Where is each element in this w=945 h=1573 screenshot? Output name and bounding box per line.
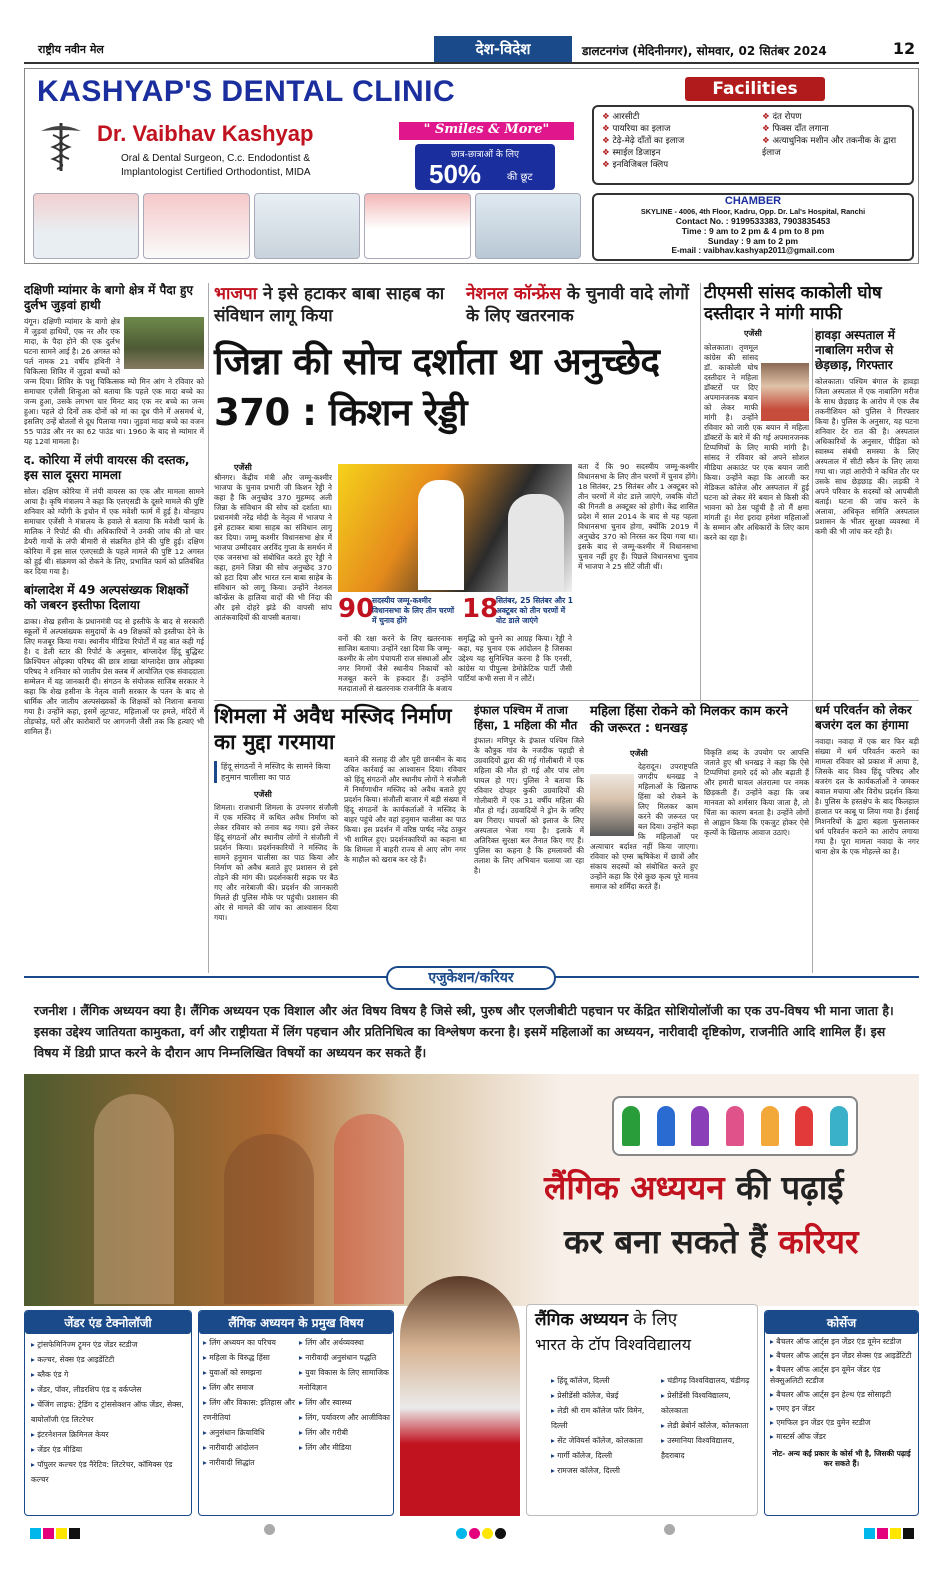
agency-credit: एजेंसी [254,790,272,799]
banner-headline-2 [564,1220,924,1264]
facility-item: ❖ दंत रोपण [762,111,912,123]
facility-item: ❖ टेढ़े-मेढ़े दाँतों का इलाज [602,135,684,147]
facility-item: ❖ पायरिया का इलाज [602,123,684,135]
caduceus-icon [35,119,87,173]
banner-highlight: करियर [778,1222,859,1261]
article-dhankhar: देहरादून। उपराष्ट्रपति जगदीप धनखड़ ने महिलाओं के खिलाफ हिंसा को रोकने के लिए मिलकर काम करने की जरूरत पर बल दिया। उन्होंने कहा कि महिलाओं पर अत्याचार बर्दाश्त नहीं किया जाएगा। रविवार को एम्स ऋषिकेश में छात्रों और संकाय सदस्यों को संबोधित करते हुए उन्होंने कहा कि ऐसे कुछ कृत्य पूरे मानव समाज को शर्मिंदा करते हैं। [590,762,698,891]
clinic-name: KASHYAP'S DENTAL CLINIC [37,75,456,108]
list-item: ▸ मास्टर्स ऑफ जेंडर [770,1431,913,1442]
box-title: जेंडर एंड टेक्नोलॉजी [25,1311,191,1334]
main-article-continued: वनों की रक्षा करने के लिए खतरनाक साजिश बताया। उन्होंने रक्षा दिया कि जम्मू-कश्मीर के लोग पंचायती राज संस्थाओं और नगर निगमों जैसे स्थानीय निकायों को मजबूत करने के हकदार हैं। उन्होंने मतदाताओं से खतरनाक राजनीति के बजाय समृद्धि को चुनने का आग्रह किया। रेड्डी ने कहा, यह चुनाव एक आंदोलन है जिसका उद्देश्य यह सुनिश्चित करना है कि एनसी, कांग्रेस या पीपुल्स डेमोक्रेटिक पार्टी जैसी पार्टियां कभी सत्ता में न लौटें। [338,634,572,693]
list-item: ▸ सेंट जेवियर्स कॉलेज, कोलकाता [551,1433,661,1448]
list-item: ▸ ब्लैक एंड गे [31,1367,185,1382]
universities-list-2 [661,1373,755,1463]
headline-howrah-hospital: हावड़ा अस्पताल में नाबालिग मरीज से छेड़छाड़, गिरफ्तार [815,328,895,372]
list-item: ▸ अनुसंधान क्रियाविधि [203,1425,297,1440]
list-item: ▸ गार्गी कॉलेज, दिल्ली [551,1448,661,1463]
universities-subtitle: भारत के टॉप विश्वविद्यालय [535,1335,692,1354]
list-item: ▸ प्रेसीडेंसी कॉलेज, चेन्नई [551,1388,661,1403]
student-figure [94,1094,174,1304]
tmc-article [704,328,809,698]
facility-item: ❖ अत्याधुनिक मशीन और तकनीक के द्वारा ईलाज [762,135,912,159]
list-item: ▸ लिंग और गरीबी [299,1425,391,1440]
main-article-end: बता दें कि 90 सदस्यीय जम्मू-कश्मीर विधानसभा के लिए तीन चरणों में चुनाव होंगे। 18 सितंबर, 25 सितंबर और 1 अक्टूबर को तीन चरणों में वोट डाले जाएंगे, जबकि वोटों की गिनती 8 अक्टूबर को होगी। केंद्र शासित प्रदेश में साल 2014 के बाद से यह पहला विधानसभा चुनाव होगा, क्योंकि 2019 में अनुच्छेद 370 को निरस्त कर दिया गया था। इसके बाद से जम्मू-कश्मीर में विधानसभा चुनाव नहीं हुए हैं। पिछले विधानसभा चुनाव में भाजपा ने 25 सीटें जीती थीं। [578,462,698,571]
speaker-figure [418,480,464,590]
registration-dot [664,1524,675,1535]
list-item: ▸ एमए इन जेंडर [770,1403,913,1414]
headline-tmc-apology: टीएमसी सांसद काकोली घोष दस्तीदार ने मांगी माफी [704,283,882,324]
student-with-book-photo [400,1276,520,1516]
universities-list-1 [551,1373,661,1478]
shimla-article [214,703,466,973]
chamber-contact: Contact No. : 9199533383, 7903835453 [675,216,831,226]
students-banner [24,1074,919,1306]
courses-note: नोट- अन्य कई प्रकार के कोर्स भी है, जिसकी पढ़ाई कर सकते हैं। [772,1449,911,1468]
stat-18-number: 18 [462,594,499,624]
list-item: ▸ कल्चर, सेक्स एंड आइडेंटिटी [31,1352,185,1367]
facilities-box [592,105,914,185]
main-article-body: श्रीनगर। केंद्रीय मंत्री और जम्मू-कश्मीर भाजपा के चुनाव प्रभारी जी किशन रेड्डी ने कहा है कि अनुच्छेद 370 मुहम्मद अली जिन्ना के संविधान की सोच को दर्शाता था। प्रधानमंत्री नरेंद्र मोदी के नेतृत्व में भाजपा ने इसे हटाकर बाबा साहब का संविधान लागू कर दिया। जम्मू कश्मीर विधानसभा क्षेत्र में भाजपा उम्मीदवार अरविंद गुप्ता के समर्थन में एक जनसभा को संबोधित करते हुए रेड्डी ने कहा, हमने जिन्ना की सोच अनुच्छेद 370 को हटा दिया और भारत रत्न बाबा साहेब के संविधान को लागू किया। उन्होंने नेशनल कॉन्फ्रेंस के हालिया वादों की भी निंदा की और इसे दोहरे झंडे की वापसी सांप आतंकवादियों की वापसी बताया। [214,473,332,622]
list-item: ▸ बैचलर ऑफ आर्ट्स इन हेल्थ एंड सोसाइटी [770,1389,913,1400]
article-bangladesh-teachers: ढाका। शेख हसीना के प्रधानमंत्री पद से इस्तीफे के बाद से सरकारी स्कूलों में अल्पसंख्यक समुदायों के 49 शिक्षकों को इस्तीफा देने के लिए मजबूर किया गया। स्थानीय मीडिया रिपोर्टों में यह बात कही गई है। द डेली स्टार की रिपोर्ट के अनुसार, बांग्लादेश हिंदू बुद्धिस्ट क्रिश्चियन ओइक्या परिषद की छात्र शाखा बांग्लादेश छात्र ओइक्या परिषद ने शनिवार को जातीय प्रेस क्लब में आयोजित एक संवाददाता सम्मेलन में यह जानकारी दी। संगठन के संयोजक साजिब सरकार ने कहा कि शेख हसीना के नेतृत्व वाली सरकार के पतन के बाद से धार्मिक और जातीय अल्पसंख्यकों के शिक्षकों को निशाना बनाया गया है। उन्होंने कहा, इसमें लूटपाट, महिलाओं पर हमले, मंदिरों में तोड़फोड़, घरों और कारोबारों पर आगजनी जैसी तक कि हत्याएं भी शामिल हैं। [24,617,204,736]
article-imphal-violence: इंफाल। मणिपुर के इंफाल पश्चिम जिले के कौत्रुक गांव के नजदीक पहाड़ी से उग्रवादियों द्वारा की गई गोलीबारी में एक महिला की मौत हो गई और पांच लोग घायल हो गए। पुलिस ने बताया कि रविवार दोपहर कुकी उग्रवादियों की गोलीबारी में एक 31 वर्षीय महिला की मौत हो गई। उग्रवादियों ने ड्रोन के जरिए बम गिराए। घायलों को इलाज के लिए अस्पताल भेजा गया है। इलाके में अतिरिक्त सुरक्षा बल तैनात किए गए हैं। पुलिस का कहना है कि हमलावरों की तलाश के लिए अभियान चलाया जा रहा है। [474,736,584,875]
color-swatches-left [30,1524,82,1543]
left-column [24,283,204,973]
facility-item: ❖ फिक्स दाँत लगाना [762,123,912,135]
list-item: ▸ लिंग और विकास: इतिहास और रणनीतियां [203,1395,297,1425]
universities-title [527,1305,757,1335]
article-korea-virus: सोल। दक्षिण कोरिया में लंपी वायरस का एक और मामला सामने आया है। कृषि मंत्रालय ने कहा कि एलएसडी के दूसरे मामले की पुष्टि शनिवार को ग्योंगी के इचोन में एक मवेशी फार्म में हुई है। योनहाप समाचार एजेंसी ने मंत्रालय के हवाले से बताया कि मवेशी फार्म के मालिक ने रिपोर्ट की थी। अधिकारियों ने उनकी जांच की तो चार डेयरी गायों के लंपी बीमारी से संक्रमित होने की पुष्टि हुई। दक्षिण कोरिया में इस साल एलएसडी के पहले मामले की पुष्टि 12 अगस्त को हुई थी। संक्रमण को रोकने के लिए, प्रभावित फार्म को प्रतिबंधित कर दिया गया है। [24,487,204,576]
list-item: ▸ चेंजिंग लाइफ: ट्रेडिंग द ट्रांससेक्शन ऑफ जेंडर, सेक्स, बायोलॉजी एंड लिटरेचर [31,1397,185,1427]
list-item: ▸ लिंग, पर्यावरण और आजीविका [299,1410,391,1425]
headline-korea-virus: द. कोरिया में लंपी वायरस की दस्तक, इस साल दूसरा मामला [24,453,190,482]
list-item: ▸ लेडी श्री राम कॉलेज फॉर विमेन, दिल्ली [551,1403,661,1433]
list-item: ▸ एमफिल इन जेंडर एंड वुमेन स्टडीज [770,1417,913,1428]
list-item: ▸ युवा विकास के लिए सामाजिक मनोविज्ञान [299,1365,391,1395]
major-subjects-list-2 [299,1335,391,1455]
list-item: ▸ चंडीगढ़ विश्वविद्यालय, चंडीगढ़ [661,1373,755,1388]
major-subjects-box [198,1310,394,1516]
agency-credit: एजेंसी [234,463,252,472]
list-item: ▸ बैचलर ऑफ आर्ट्स इन जेंडर सेक्स एंड आइडेंटिटी [770,1350,913,1361]
courses-list [765,1334,918,1447]
agency-credit: एजेंसी [744,329,762,338]
page-number: 12 [892,39,916,58]
article-shimla-mosque: शिमला। राजधानी शिमला के उपनगर संजौली में एक मस्जिद में कथित अवैध निर्माण को लेकर रविवार को तनाव बढ़ गया। इसे लेकर हिंदू संगठनों और स्थानीय लोगों ने संजौली में प्रदर्शन किया। प्रदर्शनकारियों ने मस्जिद के सामने हनुमान चालीसा का पाठ किया और निर्माण को अवैध बताते हुए प्रशासन से इसे तोड़ने की मांग की। प्रदर्शनकारी सड़क पर बैठ गए और नारेबाजी की। प्रदर्शन की जानकारी मिलते ही पुलिस मौके पर पहुंची। प्रशासन की ओर से मामले की जांच का आश्वासन दिया गया। [214,803,338,922]
color-swatches-right [864,1524,916,1543]
main-article-col1 [214,462,332,698]
person-icon [726,1106,744,1146]
chamber-email: E-mail : vaibhav.kashyap2011@gmail.com [671,246,835,255]
section-label: देश-विदेश [434,36,572,62]
color-dots-center [456,1524,508,1543]
list-item: ▸ लिंग और समाज [203,1380,297,1395]
qualification-line-2: Implantologist Certified Orthodontist, MIDA [121,167,311,178]
smile-image [364,193,470,259]
headline-myanmar-elephants: दक्षिणी म्यांमार के बागो क्षेत्र में पैदा हुए दुर्लभ जुड़वां हाथी [24,283,194,312]
article-myanmar-elephants: यंगून। दक्षिणी म्यांमार के बागो क्षेत्र में जुड़वां हाथियों, एक नर और एक मादा, के पैदा होने की एक दुर्लभ घटना सामने आई है। 26 अगस्त को पर्ल नामक 21 वर्षीय हथिनी ने चिकित्सा शिविर में जुड़वां बच्चों को जन्म दिया। शिविर के पशु चिकित्सक म्यो मिन आंग ने रविवार को समाचार एजेंसी शिन्हुआ को बताया कि पहले एक मादा बच्चे का जन्म हुआ, उसके लगभग चार मिनट बाद एक नर बच्चे का जन्म हुआ। पहले दो दिनों तक दोनों को मां का दूध पीने में असमर्थ थे, इसलिए उन्हें बोतलों से दूध पिलाया गया। जुड़वां मादा बच्चे का वजन 55 पाउंड और नर का 62 पाउंड था। 1960 के बाद से म्यांमार में यह 12वां मामला है। [24,317,204,446]
list-item: ▸ नारीवादी सिद्धांत [203,1455,297,1470]
universities-title-main: लैंगिक अध्ययन [535,1310,629,1330]
list-item: ▸ नारीवादी आंदोलन [203,1440,297,1455]
person-icon [622,1106,640,1146]
kicker-bjp [214,283,454,327]
article-tmc-apology: कोलकाता। तृणमूल कांग्रेस की सांसद डॉ. काकोली घोष दस्तीदार ने महिला डॉक्टरों पर दिए अपमानजनक बयान को लेकर माफी मांगी है। उन्होंने रविवार को जारी एक बयान में महिला डॉक्टरों के बारे में की गई अपमानजनक टिप्पणियों के लिए माफी मांगी है। सांसद ने रविवार को अपने सोशल मीडिया अकाउंट पर एक बयान जारी किया। उन्होंने कहा कि आरजी कर मेडिकल कॉलेज और अस्पताल में हुई घटना को लेकर मेरे बयान से किसी की भावना को ठेस पहुंची है तो मैं क्षमा मांगती हूं। मेरा इरादा हमेशा महिलाओं के सम्मान और अधिकारों के लिए काम करने का रहा है। [704,343,809,542]
print-registration-bar [24,1522,919,1536]
imphal-article [474,703,584,973]
list-item: ▸ लेडी ब्रेबोर्न कॉलेज, कोलकाता [661,1418,755,1433]
chamber-address: SKYLINE - 4006, 4th Floor, Kadru, Opp. Dr. Lal's Hospital, Ranchi [640,207,866,216]
dhankhar-article [590,748,698,973]
row-rule [214,700,919,701]
elephant-photo [124,317,204,369]
column-rule [208,283,209,973]
discount-text: छात्र-छात्राओं के लिए [450,150,520,160]
chamber-sunday: Sunday : 9 am to 2 pm [707,236,799,246]
stat-90-number: 90 [338,594,375,624]
shimla-subheading: हिंदू संगठनों ने मस्जिद के सामने किया हनुमान चालीसा का पाठ [214,761,338,783]
stat-90-text: सदस्यीय जम्मू-कश्मीर विधानसभा के लिए तीन चरणों में चुनाव होंगे [372,596,455,625]
headline-shimla-mosque: शिमला में अवैध मस्जिद निर्माण का मुद्दा गरमाया [214,704,452,754]
dhankhar-headline-box [590,703,805,745]
chamber-time: Time : 9 am to 2 pm & 4 pm to 8 pm [681,226,825,236]
person-icon [761,1106,779,1146]
banner-text: की पढ़ाई [724,1168,844,1207]
article-shimla-continued: बताने की सलाह दी और पूरी छानबीन के बाद उचित कार्रवाई का आश्वासन दिया। रविवार को हिंदू संगठनों और स्थानीय लोगों ने संजौली में निर्माणाधीन मस्जिद को अवैध बताते हुए प्रदर्शन किया। संजौली बाजार में बड़ी संख्या में हिंदू संगठनों के कार्यकर्ताओं ने मस्जिद के बाहर पहुंचे और वहां हनुमान चालीसा का पाठ किया। इस प्रदर्शन में वरिष्ठ पार्षद नरेंद्र ठाकुर भी शामिल हुए। प्रदर्शनकारियों का कहना था कि शिमला में बाहरी राज्य से आए लोग नगर के माहौल को खराब कर रहे हैं। [344,755,466,864]
registration-dot [264,1524,275,1535]
main-article-col2 [338,634,572,698]
top-universities-box [526,1304,758,1516]
person-icon [657,1106,675,1146]
major-subjects-list-1 [203,1335,297,1470]
column-rule [700,283,701,703]
article-dhankhar-continued: विकृति शब्द के उपयोग पर आपत्ति जताते हुए श्री धनखड़ ने कहा कि ऐसे टिप्पणियां हमारे दर्द को और बढ़ाती हैं और हमारी घायल अंतरात्मा पर नमक छिड़कती हैं। उन्होंने कहा कि जब मानवता को शर्मसार किया जाता है, तो चिंता का कारण बनता है। उन्होंने लोगों से आह्वान किया कि एकजुट होकर ऐसे कृत्यों के खिलाफ आवाज उठाएं। [704,748,809,837]
box-title: लैंगिक अध्ययन के प्रमुख विषय [199,1311,393,1334]
list-item: ▸ हिंदू कॉलेज, दिल्ली [551,1373,661,1388]
education-section-label: एजुकेशन/करियर [386,966,556,990]
facility-item: ❖ इनविजिबल क्लिप [602,159,684,171]
howrah-article [815,328,919,698]
list-item: ▸ महिला के विरुद्ध हिंसा [203,1350,297,1365]
list-item: ▸ लिंग अध्ययन का परिचय [203,1335,297,1350]
education-intro-text: लैंगिक अध्ययन क्या है। लैंगिक अध्ययन एक विशाल और अंत विषय विषय है जिसे स्त्री, पुरुष और एलजीबीटी पहचान पर केंद्रित सोशियोलॉजी का एक उप-विषय भी माना जाता है। इसका उद्देश्य जातियता कामुकता, वर्ग और राष्ट्रीयता में लिंग पहचान और प्रतिनिधित्व का विश्लेषण करना है। इसमें महिलाओं का अध्ययन, नारीवादी दृष्टिकोण, राजनीति आदि शामिल हैं। इस विषय में डिग्री प्राप्त करने के दौरान आप निम्नलिखित विषयों का अध्ययन कर सकते हैं। [34,1003,894,1060]
facilities-list-left [602,111,684,171]
chamber-label: CHAMBER [724,195,782,207]
banner-highlight: लैंगिक अध्ययन [544,1168,725,1207]
column-rule [812,328,813,973]
list-item: ▸ युवाओं को समझना [203,1365,297,1380]
newspaper-name: राष्ट्रीय नवीन मेल [38,43,104,56]
kicker-bjp-text: ने इसे हटाकर बाबा साहब का संविधान लागू किया [214,284,445,326]
list-item: ▸ नारीवादी अनुसंधान पद्धति [299,1350,391,1365]
facility-item: ❖ स्माईल डिजाइन [602,147,684,159]
discount-tail: की छूट [507,172,533,183]
list-item: ▸ प्रेसीडेंसी विश्वविद्यालय, कोलकाता [661,1388,755,1418]
election-stats [338,594,572,630]
facilities-title: Facilities [685,77,825,101]
checkup-image [475,193,581,259]
kicker-nc-text: के चुनावी वादे लोगों के लिए खतरनाक [466,284,689,326]
gender-technology-list [25,1334,191,1490]
list-item: ▸ ट्रांसफेमिनिज्म ट्रूमन एंड जेंडर स्टडीज [31,1337,185,1352]
tagline: " Smiles & More" [399,122,574,140]
implant-image [254,193,360,259]
list-item: ▸ इंटरनेशनल क्रिमिनल केयर [31,1427,185,1442]
courses-box [764,1310,919,1516]
list-item: ▸ जेंडर, पॉवर, लीडरशिप एंड द वर्कप्लेस [31,1382,185,1397]
gender-symbols-box [612,1096,858,1156]
conversion-article [815,703,919,973]
list-item: ▸ लिंग और मीडिया [299,1440,391,1455]
main-headline: जिन्ना की सोच दर्शाता था अनुच्छेद 370 : किशन रेड्डी [214,340,660,434]
qualification-line-1: Oral & Dental Surgeon, C.c. Endodontist & [121,153,310,164]
list-item: ▸ लिंग और स्वास्थ्य [299,1395,391,1410]
discount-badge [415,144,555,190]
headline-bangladesh-teachers: बांग्लादेश में 49 अल्पसंख्यक शिक्षकों को जबरन इस्तीफा दिलाया [24,583,189,612]
braces-image [143,193,249,259]
facility-item: ❖ आरसीटी [602,111,684,123]
candidate-photo [508,494,564,592]
main-article-col3 [578,462,698,698]
agency-credit: एजेंसी [630,749,648,758]
box-title: कोर्सेज [765,1311,918,1334]
mp-photo [761,363,809,421]
dhankhar-continued [704,748,809,973]
gender-technology-box [24,1310,192,1516]
person-icon [795,1106,813,1146]
universities-title-tail: के लिए [628,1310,678,1330]
list-item: ▸ उस्मानिया विश्वविद्यालय, हैदराबाद [661,1433,755,1463]
list-item: ▸ जेंडर एंड मीडिया [31,1442,185,1457]
facilities-list-right [762,111,912,159]
teeth-photo-row [33,193,581,259]
article-howrah-hospital: कोलकाता। पश्चिम बंगाल के हावड़ा जिला अस्पताल में एक नाबालिग मरीज के साथ छेड़छाड़ के आरोप में एक लैब तकनीशियन को पुलिस ने गिरफ्तार किया है। पुलिस के अनुसार, यह घटना शनिवार देर रात की है। अस्पताल अधिकारियों के अनुसार, पीड़िता को स्वास्थ्य संबंधी समस्या के लिए अस्पताल में सीटी स्कैन के लिए लाया गया था। जहां आरोपी ने कथित तौर पर उसके साथ छेड़छाड़ की। लड़की ने अपने परिवार के सदस्यों को आपबीती बताई। घटना की जांच करने के अलावा, अधिकृत समिति अस्पताल प्रशासन के भीतर सुरक्षा व्यवस्था में कमी की भी जांच कर रही है। [815,377,919,536]
stat-18-text: सितंबर, 25 सितंबर और 1 अक्टूबर को तीन चरणों में वोट डाले जाएंगे [496,596,573,625]
list-item: ▸ लिंग और अर्थव्यवस्था [299,1335,391,1350]
chamber-box [592,193,914,261]
dentures-image [33,193,139,259]
list-item: ▸ बैचलर ऑफ आर्ट्स इन जेंडर एंड वूमेन स्टडीज [770,1336,913,1347]
dhankhar-photo [590,774,634,836]
dateline: डालटनगंज (मेदिनीनगर), सोमवार, 02 सितंबर 2024 [582,44,827,58]
headline-dhankhar: महिला हिंसा रोकने को मिलकर काम करने की जरूरत : धनखड़ [590,704,788,736]
person-icon [691,1106,709,1146]
article-conversion: नवादा। नवादा में एक बार फिर बड़ी संख्या में धर्म परिवर्तन कराने का मामला रविवार को प्रकाश में आया है, जिसके बाद विश्व हिंदू परिषद और बजरंग दल के कार्यकर्ताओं ने जमकर बवाल मचाया और विरोध प्रदर्शन किया है। पुलिस के हस्तक्षेप के बाद फिलहाल हालात पर काबू पा लिया गया है। ईसाई मिशनरियों के द्वारा बहला फुसलाकर धर्म परिवर्तन कराने का आरोप लगाया गया है। पूरा मामला नवादा के नगर थाना क्षेत्र के एक मोहल्ले का है। [815,737,919,856]
student-figure [224,1134,314,1304]
headline-imphal-violence: इंफाल पश्चिम में ताजा हिंसा, 1 महिला की मौत [474,703,578,732]
discount-percent: 50% [429,159,482,189]
author-name: रजनीश । [34,1003,77,1018]
person-icon [830,1106,848,1146]
list-item: ▸ पॉपुलर कल्चर एंड नैरेटिव: लिटरेचर, कॉमिक्स एंड कल्चर [31,1457,185,1487]
list-item: ▸ बैचलर ऑफ आर्ट्स इन वूमेन जेंडर एंड सेक्सुअलिटी स्टडीज [770,1364,913,1386]
student-figure [334,1114,404,1304]
kicker-nc [466,283,696,327]
education-intro [34,1000,914,1063]
kicker-nc-party: नेशनल कॉन्फ्रेंस [466,284,561,304]
masthead [24,36,919,64]
banner-text: कर बना सकते हैं [564,1222,779,1261]
headline-conversion: धर्म परिवर्तन को लेकर बजरंग दल का हंगामा [815,703,912,732]
banner-headline-1 [544,1166,914,1210]
dental-clinic-ad [24,68,919,264]
doctor-name: Dr. Vaibhav Kashyap [97,121,314,146]
rally-photo [338,464,572,592]
list-item: ▸ रामजस कॉलेज, दिल्ली [551,1463,661,1478]
kicker-bjp-party: भाजपा [214,284,258,304]
